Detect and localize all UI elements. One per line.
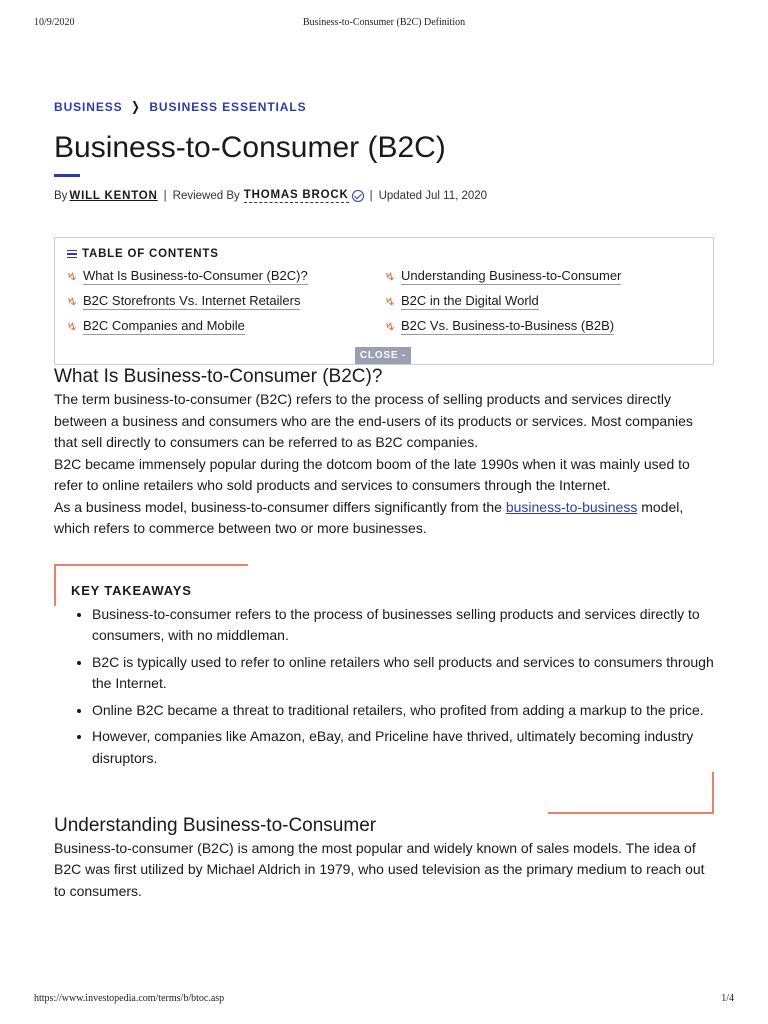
paragraph: [54, 497, 714, 540]
arrow-icon: ↯: [65, 293, 80, 310]
list-item: • B2C is typically used to refer to online retailers who sell products and services to consumers through the Internet.: [92, 652, 722, 695]
print-footer: [34, 993, 734, 1004]
list-item: • However, companies like Amazon, eBay, and Priceline have thrived, ultimately becoming industry disruptors.: [92, 726, 722, 769]
key-takeaways-list: [74, 604, 722, 775]
toc-item[interactable]: [67, 316, 385, 336]
breadcrumb: [54, 98, 714, 116]
toc-link[interactable]: B2C Storefronts Vs. Internet Retailers: [83, 293, 301, 308]
breadcrumb-business[interactable]: BUSINESS: [54, 100, 123, 114]
arrow-icon: ↯: [383, 293, 398, 310]
key-takeaways-title: KEY TAKEAWAYS: [71, 582, 192, 598]
print-url: https://www.investopedia.com/terms/b/btoc.asp: [34, 993, 225, 1004]
paragraph-text: model, which refers to commerce between two or more businesses.: [54, 498, 684, 536]
arrow-icon: ↯: [65, 268, 80, 285]
decorative-border: [54, 564, 56, 606]
print-header: [34, 17, 734, 28]
decorative-border: [54, 564, 248, 566]
toc-close-button[interactable]: CLOSE -: [355, 347, 411, 364]
arrow-icon: ↯: [383, 268, 398, 285]
toc-link[interactable]: B2C in the Digital World: [401, 293, 539, 308]
print-page-number: 1/4: [721, 993, 734, 1004]
toc-link[interactable]: What Is Business-to-Consumer (B2C)?: [83, 268, 308, 283]
reviewed-by-label: Reviewed By: [172, 190, 240, 202]
breadcrumb-business-essentials[interactable]: BUSINESS ESSENTIALS: [149, 100, 307, 114]
updated-date: Updated Jul 11, 2020: [378, 190, 488, 202]
section-heading: What Is Business-to-Consumer (B2C)?: [54, 366, 383, 387]
arrow-icon: ↯: [65, 318, 80, 335]
title-underline: [54, 174, 80, 177]
paragraph-text: As a business model, business-to-consumer differs significantly from the: [54, 498, 506, 515]
byline-separator: |: [163, 190, 167, 202]
arrow-icon: ↯: [383, 318, 398, 335]
list-icon: [67, 250, 77, 259]
article: [54, 98, 714, 902]
list-item: • Business-to-consumer refers to the process of businesses selling products and services directly to consumers, with no middleman.: [92, 604, 722, 647]
toc-header-label: TABLE OF CONTENTS: [82, 248, 219, 260]
reviewer-link[interactable]: THOMAS BROCK: [243, 189, 349, 201]
key-takeaways: [54, 564, 714, 814]
byline: [54, 187, 714, 205]
toc-link[interactable]: Understanding Business-to-Consumer: [401, 268, 622, 283]
section-heading: Understanding Business-to-Consumer: [54, 814, 377, 836]
decorative-border: [712, 772, 714, 814]
toc-header: [67, 248, 713, 260]
chevron-right-icon: ❯: [130, 99, 141, 114]
paragraph: Business-to-consumer (B2C) is among the most popular and widely known of sales models. The idea of B2C was first utilized by Michael Aldrich in 1979, who used television as the primary medium to reach out to consumers.: [54, 839, 705, 899]
byline-separator: |: [369, 190, 373, 202]
toc-list: [67, 266, 713, 336]
toc-item[interactable]: [385, 266, 703, 286]
table-of-contents: [54, 237, 714, 365]
print-date: 10/9/2020: [34, 17, 75, 28]
toc-item[interactable]: [385, 291, 703, 311]
print-doc-title: Business-to-Consumer (B2C) Definition: [302, 17, 466, 28]
page-title: Business-to-Consumer (B2C): [54, 131, 446, 164]
business-to-business-link[interactable]: business-to-business: [505, 498, 638, 515]
verified-check-icon: [352, 190, 364, 202]
by-label: By: [54, 190, 68, 202]
toc-item[interactable]: [67, 266, 385, 286]
toc-item[interactable]: [385, 316, 703, 336]
paragraph: The term business-to-consumer (B2C) refers to the process of selling products and services directly between a business and consumers who are the end-users of its products or services. Most companies that sell directly to consumers can be referred to as B2C companies.: [54, 391, 693, 450]
author-link[interactable]: WILL KENTON: [69, 190, 158, 202]
toc-item[interactable]: [67, 291, 385, 311]
decorative-border: [548, 812, 714, 814]
toc-link[interactable]: B2C Companies and Mobile: [83, 318, 245, 333]
toc-link[interactable]: B2C Vs. Business-to-Business (B2B): [401, 318, 615, 333]
list-item: • Online B2C became a threat to traditional retailers, who profited from adding a markup to the price.: [92, 700, 722, 722]
paragraph: B2C became immensely popular during the dotcom boom of the late 1990s when it was mainly used to refer to online retailers who sold products and services to consumers through the Internet.: [54, 455, 690, 493]
